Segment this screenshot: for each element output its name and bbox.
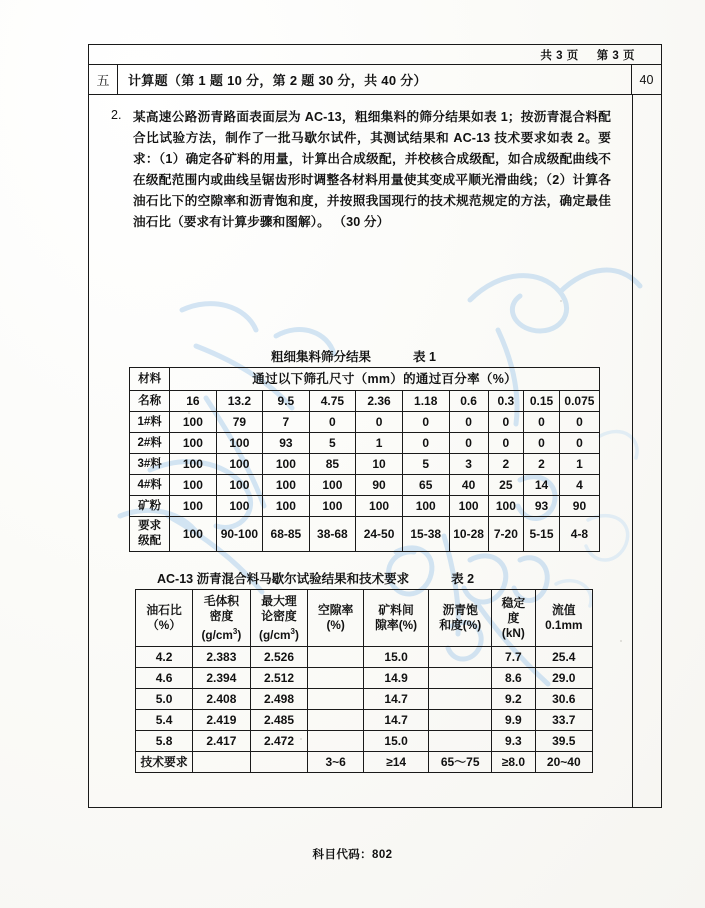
table1-corner-line2: 名称 <box>130 391 170 412</box>
material-name: 4#料 <box>130 475 170 496</box>
cell <box>308 689 364 710</box>
cell: 14.9 <box>364 668 429 689</box>
section-number: 五 <box>89 65 118 94</box>
cell: 2.512 <box>250 668 308 689</box>
cell: 8.6 <box>492 668 535 689</box>
table1-caption-text: 粗细集料筛分结果 <box>271 350 372 364</box>
cell: 100 <box>170 433 216 454</box>
sieve-header: 0.15 <box>524 391 560 412</box>
cell: 100 <box>216 475 263 496</box>
cell: 100 <box>263 454 309 475</box>
cell: 0 <box>559 433 599 454</box>
cell: 100 <box>170 517 216 552</box>
cell: 9.2 <box>492 689 535 710</box>
exam-body-content <box>89 95 632 807</box>
table-row <box>136 710 593 731</box>
exam-frame <box>88 44 662 808</box>
cell: 100 <box>216 454 263 475</box>
cell: 5 <box>402 454 449 475</box>
cell: 14 <box>524 475 560 496</box>
table2-caption <box>157 569 474 587</box>
cell: 2.417 <box>193 731 251 752</box>
table-row <box>130 391 600 412</box>
question-number: 2. <box>111 108 122 122</box>
cell: 24-50 <box>356 517 403 552</box>
cell: 2.526 <box>250 647 308 668</box>
cell: 10 <box>356 454 403 475</box>
cell: 100 <box>263 475 309 496</box>
cell: 25 <box>488 475 523 496</box>
cell: 3 <box>449 454 488 475</box>
material-name: 3#料 <box>130 454 170 475</box>
subject-code: 科目代码：802 <box>312 849 393 861</box>
cell: 25.4 <box>535 647 592 668</box>
cell: 100 <box>356 496 403 517</box>
scan-speck <box>560 300 562 302</box>
table-row <box>130 475 600 496</box>
cell: 0 <box>449 412 488 433</box>
scan-speck <box>300 738 302 740</box>
cell <box>429 668 492 689</box>
current-page-label: 第 3 页 <box>596 49 635 62</box>
cell: 93 <box>263 433 309 454</box>
spec-label-line1: 要求 <box>138 520 162 532</box>
cell: 2 <box>488 454 523 475</box>
cell: 4.2 <box>136 647 193 668</box>
cell: 2.498 <box>250 689 308 710</box>
table-row <box>136 731 593 752</box>
cell: 0 <box>309 412 356 433</box>
hdr-line: 流值 <box>551 603 576 617</box>
question-text: 某高速公路沥青路面表面层为 AC-13，粗细集料的筛分结果如表 1；按沥青混合料配合比试验方法，制作了一批马歇尔试件，其测试结果和 AC-13 技术要求如表 2。要求：（1）确定各矿料的用量，计算出合成级配，并校核合成级配，如合成级配曲线不在级配范围内或曲线呈锯齿形时调整各材料用量使其变成平顺光滑曲线；（2）计算各油石比下的空隙率和沥青饱和度，并按照我国现行的技术规范规定的方法，确定最佳油石比（要求有计算步骤和图解）。 （30 分） <box>133 110 611 229</box>
sieve-header: 0.6 <box>449 391 488 412</box>
scan-speck <box>188 412 190 414</box>
cell: 40 <box>449 475 488 496</box>
cell: 0 <box>402 433 449 454</box>
material-name: 2#料 <box>130 433 170 454</box>
hdr-line: (%) <box>326 618 345 632</box>
table-row <box>136 668 593 689</box>
table1-span-header: 通过以下筛孔尺寸（mm）的通过百分率（%） <box>170 368 600 391</box>
sieve-header: 16 <box>170 391 216 412</box>
cell: 33.7 <box>535 710 592 731</box>
table2-caption-number: 表 2 <box>451 572 475 586</box>
cell: 5.8 <box>136 731 193 752</box>
cell: 100 <box>449 496 488 517</box>
total-pages-label: 共 3 页 <box>540 49 579 62</box>
material-name: 矿粉 <box>130 496 170 517</box>
hdr-line: 论密度 <box>261 608 297 623</box>
cell: 30.6 <box>535 689 592 710</box>
cell: 4.6 <box>136 668 193 689</box>
cell: 0 <box>402 412 449 433</box>
cell <box>429 647 492 668</box>
sieve-header: 9.5 <box>263 391 309 412</box>
hdr-line: 空隙率 <box>317 603 354 617</box>
table1-corner-line1: 材料 <box>130 368 170 391</box>
cell <box>308 647 364 668</box>
table-row <box>130 496 600 517</box>
cell: 79 <box>216 412 263 433</box>
table-row <box>130 454 600 475</box>
cell: 85 <box>309 454 356 475</box>
cell: 5-15 <box>524 517 560 552</box>
col-header-stability <box>492 590 535 647</box>
question-block <box>111 107 611 233</box>
hdr-line: 毛体积 <box>203 593 240 608</box>
section-score: 40 <box>631 65 661 94</box>
hdr-line: 最大理 <box>261 593 297 608</box>
cell: 29.0 <box>535 668 592 689</box>
cell: 0 <box>524 412 560 433</box>
hdr-line: 密度 <box>209 608 234 623</box>
cell: 7.7 <box>492 647 535 668</box>
cell: 14.7 <box>364 689 429 710</box>
col-header-bulk-density <box>193 590 251 647</box>
cell: 5.4 <box>136 710 193 731</box>
page-header <box>89 45 661 65</box>
hdr-line: 稳定 <box>501 595 526 610</box>
cell: 5.0 <box>136 689 193 710</box>
cell: 65 <box>402 475 449 496</box>
spec-row-label: 技术要求 <box>136 752 193 773</box>
sieve-header: 4.75 <box>309 391 356 412</box>
col-header-max-theoretical-density <box>250 590 308 647</box>
cell: 4 <box>559 475 599 496</box>
cell: 38-68 <box>309 517 356 552</box>
material-name: 1#料 <box>130 412 170 433</box>
cell: 14.7 <box>364 710 429 731</box>
cell: 100 <box>170 412 216 433</box>
cell <box>308 668 364 689</box>
cell: 9.3 <box>492 731 535 752</box>
cell: 0 <box>488 412 523 433</box>
col-header-vfa <box>429 590 492 647</box>
cell: 93 <box>524 496 560 517</box>
cell <box>193 752 251 773</box>
hdr-line-unit: $(g/cm^3)$ <box>201 626 242 642</box>
table-row <box>130 517 600 552</box>
sieve-analysis-table <box>129 367 600 552</box>
cell: 100 <box>309 496 356 517</box>
cell: 0 <box>356 412 403 433</box>
cell <box>308 731 364 752</box>
cell: 15.0 <box>364 647 429 668</box>
col-header-flow <box>535 590 592 647</box>
sieve-header: 0.075 <box>559 391 599 412</box>
cell <box>429 731 492 752</box>
scan-speck <box>365 150 367 152</box>
cell: 39.5 <box>535 731 592 752</box>
cell: 1 <box>559 454 599 475</box>
table-row <box>130 368 600 391</box>
table-row <box>136 590 593 647</box>
cell <box>429 689 492 710</box>
cell: 7 <box>263 412 309 433</box>
sieve-header: 1.18 <box>402 391 449 412</box>
cell: 100 <box>170 475 216 496</box>
spec-label-line2: 级配 <box>138 535 162 547</box>
table1-caption-number: 表 1 <box>413 350 436 364</box>
cell: 2.485 <box>250 710 308 731</box>
cell: 4-8 <box>559 517 599 552</box>
hdr-line: （%） <box>147 618 182 632</box>
hdr-line: 沥青饱 <box>442 603 478 617</box>
table-row <box>136 752 593 773</box>
cell: 68-85 <box>263 517 309 552</box>
cell: 0 <box>559 412 599 433</box>
cell: ≥14 <box>364 752 429 773</box>
hdr-line: 度 <box>507 610 520 625</box>
cell: 100 <box>216 496 263 517</box>
cell: 0 <box>524 433 560 454</box>
cell: ≥8.0 <box>492 752 535 773</box>
sieve-header: 0.3 <box>488 391 523 412</box>
cell: 1 <box>356 433 403 454</box>
col-header-asphalt-ratio <box>136 590 193 647</box>
exam-body <box>89 95 661 807</box>
cell: 100 <box>216 433 263 454</box>
cell: 2.472 <box>250 731 308 752</box>
hdr-line: (kN) <box>501 625 525 640</box>
cell: 90-100 <box>216 517 263 552</box>
hdr-line-unit: $(g/cm^3)$ <box>259 626 299 642</box>
cell: 0 <box>488 433 523 454</box>
cell: 90 <box>559 496 599 517</box>
hdr-line: 油石比 <box>146 603 182 617</box>
table-row <box>130 412 600 433</box>
sieve-header: 2.36 <box>356 391 403 412</box>
table-row <box>136 689 593 710</box>
cell: 15.0 <box>364 731 429 752</box>
section-title-row <box>89 65 661 95</box>
cell <box>308 710 364 731</box>
cell: 100 <box>170 454 216 475</box>
hdr-line: 隙率(%) <box>375 618 418 632</box>
cell: 2.419 <box>193 710 251 731</box>
cell: 2 <box>524 454 560 475</box>
cell <box>429 710 492 731</box>
cell: 100 <box>488 496 523 517</box>
cell: 100 <box>263 496 309 517</box>
marshall-test-table <box>135 589 593 773</box>
col-header-vma <box>364 590 429 647</box>
cell: 65～75 <box>429 752 492 773</box>
cell: 20~40 <box>535 752 592 773</box>
cell: 100 <box>402 496 449 517</box>
col-header-air-voids <box>308 590 364 647</box>
table-row <box>130 433 600 454</box>
table2-caption-text: AC-13 沥青混合料马歇尔试验结果和技术要求 <box>157 572 410 586</box>
cell: 2.408 <box>193 689 251 710</box>
cell: 2.383 <box>193 647 251 668</box>
sieve-header: 13.2 <box>216 391 263 412</box>
hdr-line: 0.1mm <box>545 618 583 632</box>
cell: 100 <box>170 496 216 517</box>
cell: 2.394 <box>193 668 251 689</box>
cell: 9.9 <box>492 710 535 731</box>
cell: 15-38 <box>402 517 449 552</box>
cell: 100 <box>309 475 356 496</box>
table1-caption <box>271 347 436 365</box>
table-row <box>136 647 593 668</box>
cell: 7-20 <box>488 517 523 552</box>
section-title: 计算题（第 1 题 10 分，第 2 题 30 分，共 40 分） <box>128 73 427 88</box>
cell: 0 <box>449 433 488 454</box>
score-column <box>632 95 661 807</box>
hdr-line: 矿料间 <box>378 603 414 617</box>
cell: 90 <box>356 475 403 496</box>
spec-row-label <box>130 517 170 552</box>
scan-speck <box>620 640 622 642</box>
cell <box>250 752 308 773</box>
hdr-line: 和度(%) <box>439 618 482 632</box>
cell: 10-28 <box>449 517 488 552</box>
cell: 5 <box>309 433 356 454</box>
cell: 3~6 <box>308 752 364 773</box>
